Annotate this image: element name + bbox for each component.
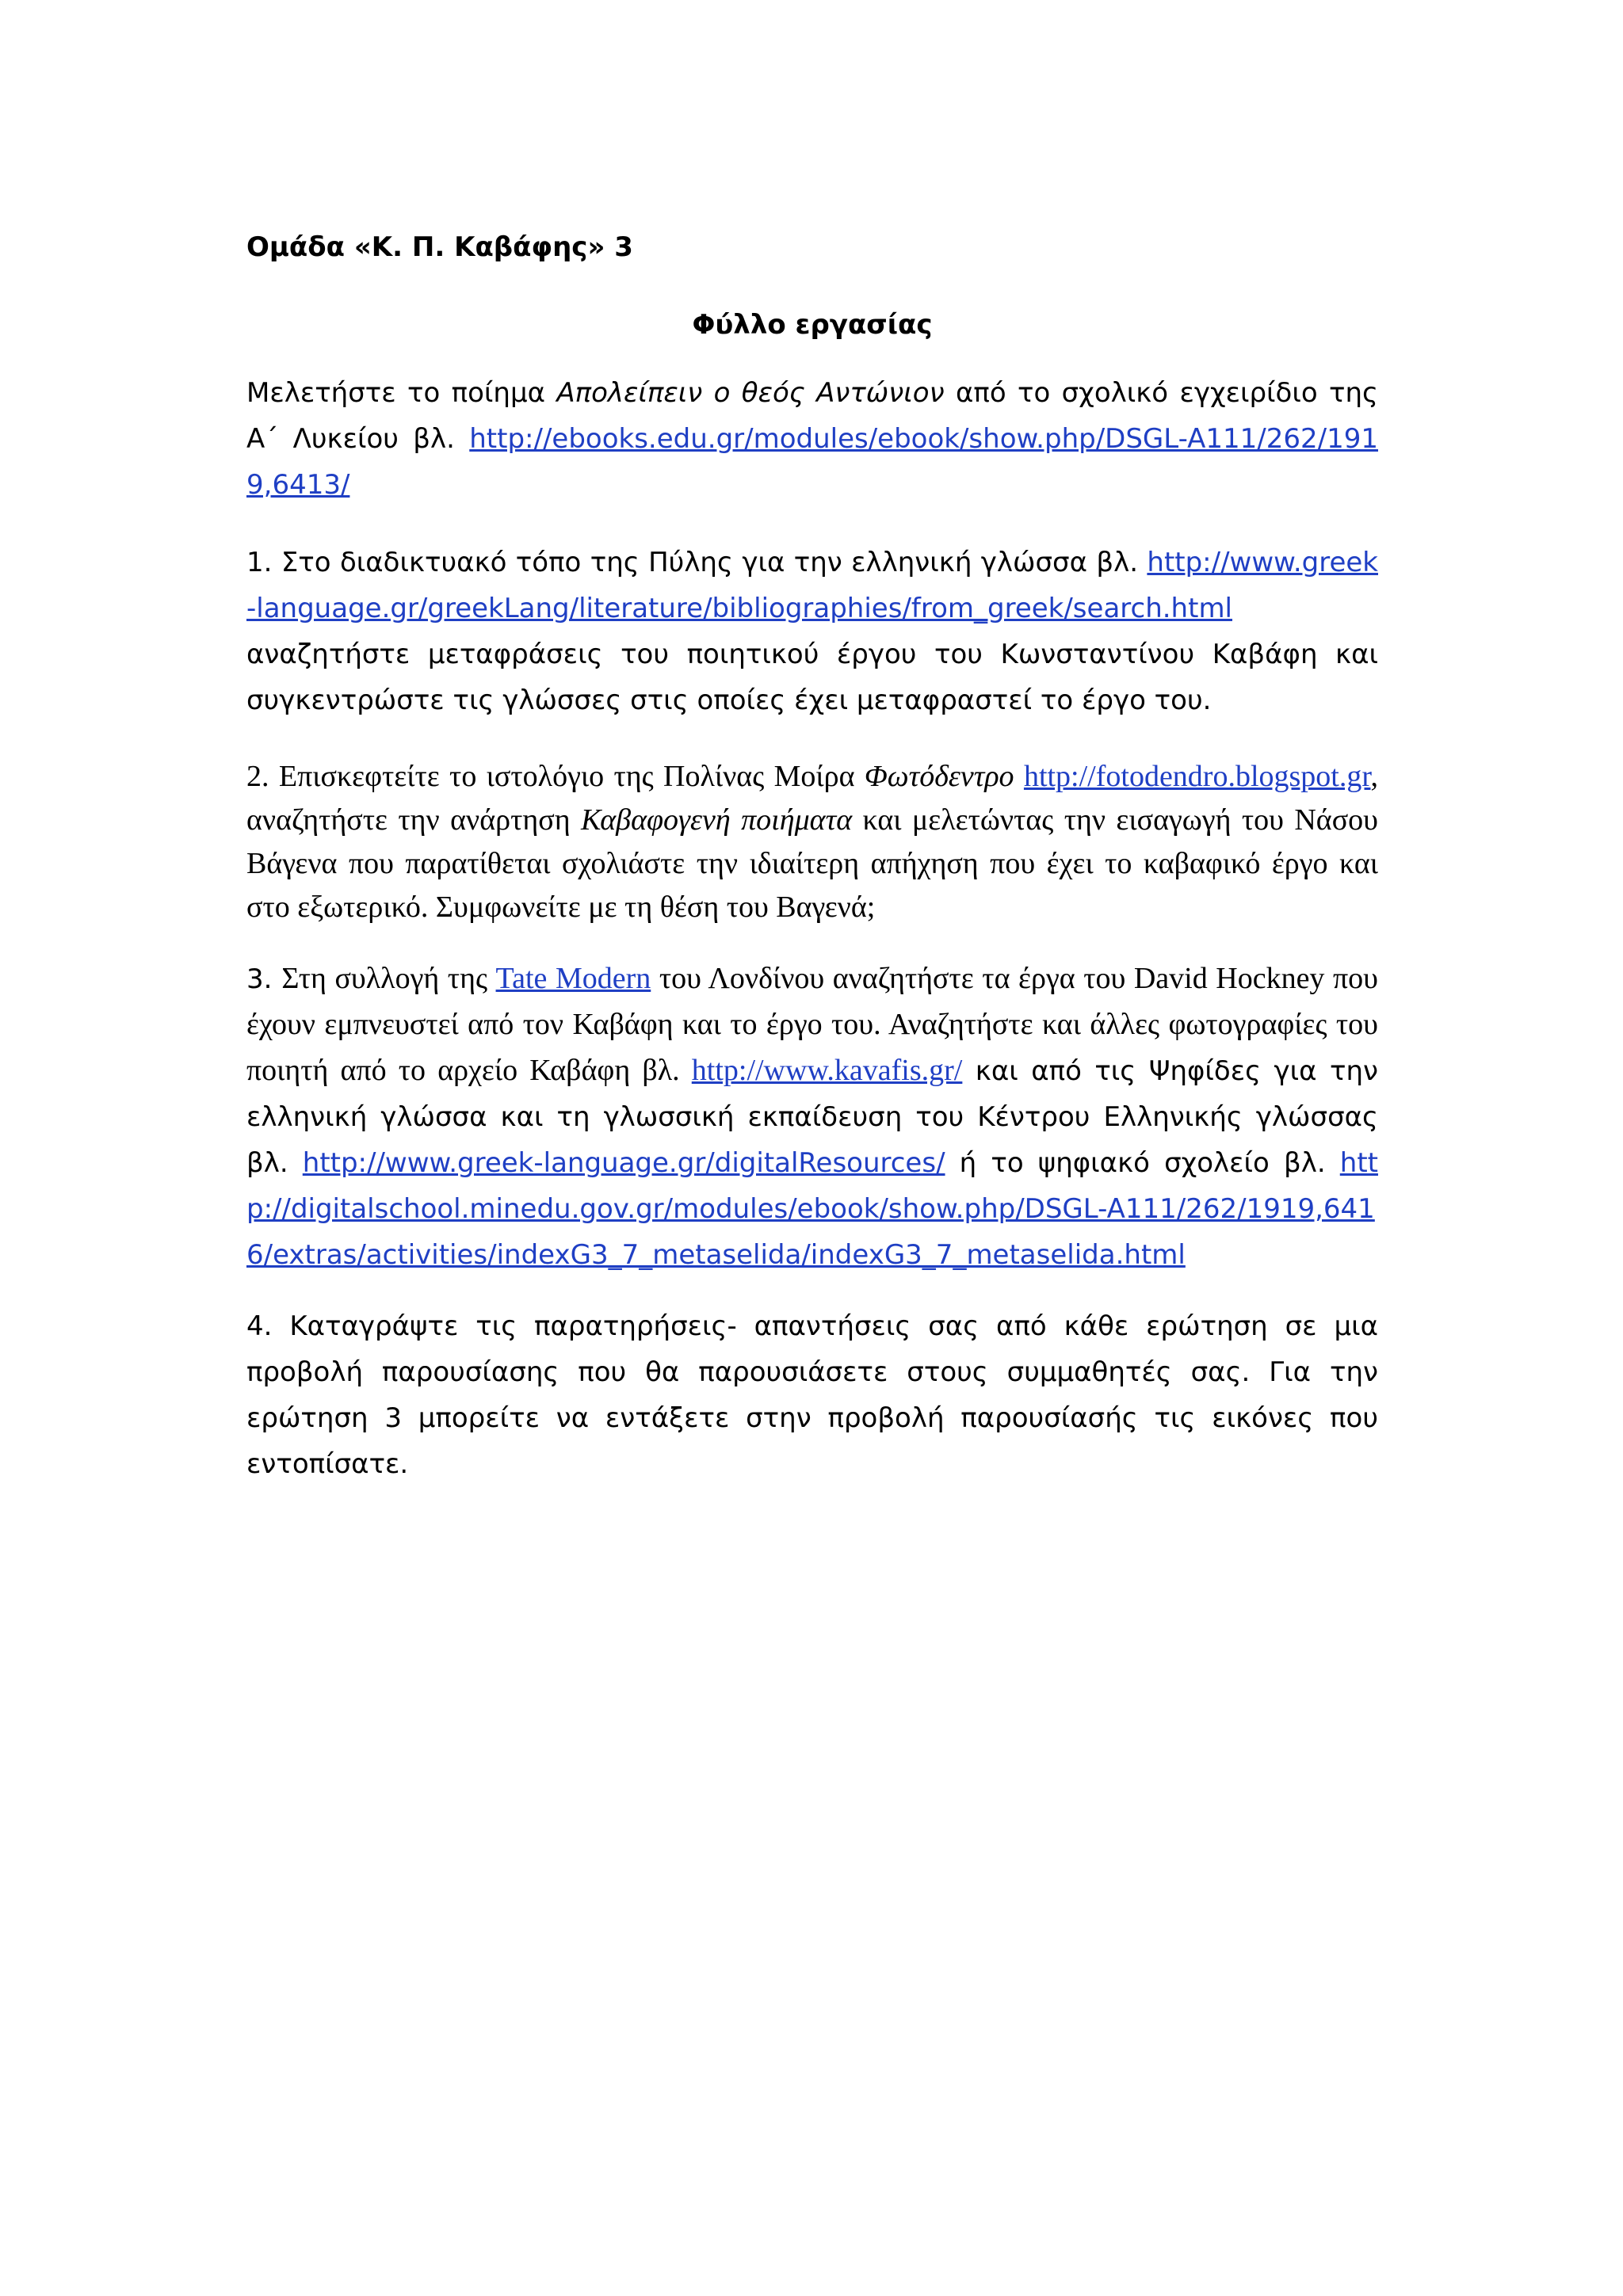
question-2 (246, 755, 1378, 929)
question-3 (246, 956, 1378, 1278)
q1-text-after: αναζητήστε μεταφράσεις του ποιητικού έργου του Κωνσταντίνου Καβάφη και συγκεντρώστε τις γλώσσες στις οποίες έχει μεταφραστεί το έργο του. (246, 639, 1378, 716)
digital-resources-link[interactable]: http://www.greek-language.gr/digitalResources/ (302, 1147, 945, 1179)
question-4: 4. Καταγράψτε τις παρατηρήσεις- απαντήσεις σας από κάθε ερώτηση σε μια προβολή παρουσίασης που θα παρουσιάσετε στους συμμαθητές σας. Για την ερώτηση 3 μπορείτε να εντάξετε στην προβολή παρουσίασής τις εικόνες που εντοπίσατε. (246, 1310, 1378, 1480)
blog-name: Φωτόδεντρο (864, 760, 1014, 793)
intro-paragraph (246, 370, 1378, 508)
greek-language-bibliography-link[interactable]: http://www.greek-language.gr/greekLang/literature/bibliographies/from_greek/search.html (246, 547, 1378, 624)
worksheet-title: Φύλλο εργασίας (692, 309, 933, 341)
q3-text-d: ή το ψηφιακό σχολείο βλ. (945, 1147, 1340, 1179)
tate-modern-link[interactable]: Tate Modern (495, 962, 651, 995)
fotodendro-link[interactable]: http://fotodendro.blogspot.gr (1023, 760, 1371, 793)
group-title: Ομάδα «Κ. Π. Καβάφης» 3 (246, 231, 633, 263)
document-body (246, 224, 1378, 1487)
q2-text-after: και μελετώντας την εισαγωγή του Νάσου Βάγενα που παρατίθεται σχολιάστε την ιδιαίτερη απήχηση που έχει το καβαφικό έργο και στο εξωτερικό. Συμφωνείτε με τη θέση του Βαγενά; (246, 803, 1378, 924)
q3-text-c: και από τις Ψηφίδες για την ελληνική γλώσσα και τη γλωσσική εκπαίδευση του Κέντρου Ελληνικής γλώσσας βλ. (246, 1055, 1378, 1179)
q3-text-a: Στη συλλογή της (281, 962, 496, 995)
q3-number: 3. (246, 963, 282, 995)
q2-text-before: 2. Επισκεφτείτε το ιστολόγιο της Πολίνας Μοίρα (246, 760, 865, 793)
question-1 (246, 540, 1378, 723)
digital-school-link[interactable]: http://digitalschool.minedu.gov.gr/modules/ebook/show.php/DSGL-A111/262/1919,6416/extras/activities/indexG3_7_metaselida/indexG3_7_metaselida.html (246, 1147, 1378, 1271)
q2-text-mid: , αναζητήστε την ανάρτηση (246, 760, 1378, 837)
poem-title: Απολείπειν ο θεός Αντώνιον (556, 377, 945, 409)
ebook-link[interactable]: http://ebooks.edu.gr/modules/ebook/show.php/DSGL-A111/262/1919,6413/ (246, 423, 1378, 501)
q3-text-b: του Λονδίνου αναζητήστε τα έργα του David Hockney που έχουν εμπνευστεί από τον Καβάφη και το έργο του. Αναζητήστε και άλλες φωτογραφίες του ποιητή από το αρχείο Καβάφη βλ. (246, 962, 1378, 1087)
intro-text-after: από το σχολικό εγχειρίδιο της Α΄ Λυκείου βλ. (246, 377, 1379, 455)
intro-text-before: Μελετήστε το ποίημα (246, 377, 557, 409)
post-title: Καβαφογενή ποιήματα (580, 803, 853, 837)
q1-text-before: 1. Στο διαδικτυακό τόπο της Πύλης για την ελληνική γλώσσα βλ. (246, 547, 1148, 578)
kavafis-archive-link[interactable]: http://www.kavafis.gr/ (691, 1054, 963, 1087)
